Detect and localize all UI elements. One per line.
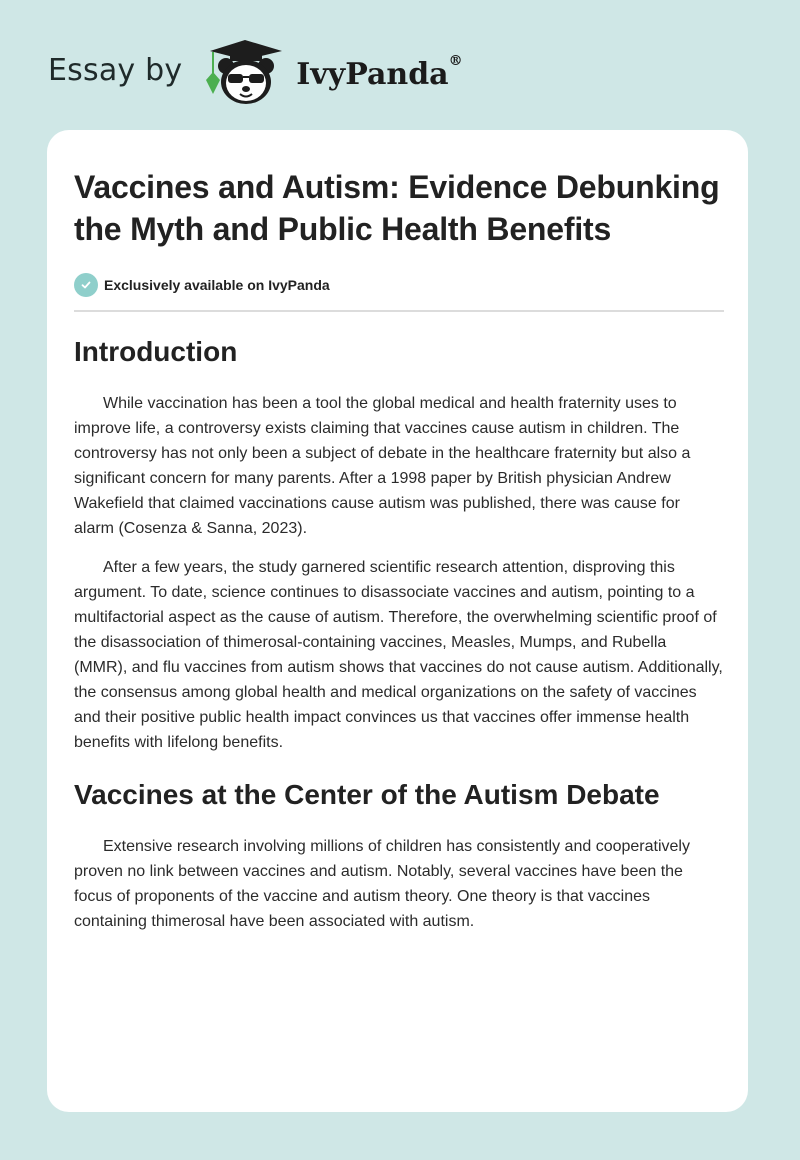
section-heading-vaccines-debate: Vaccines at the Center of the Autism Debate [74,779,660,810]
site-header-brand[interactable] [48,36,463,108]
essay-card [47,130,748,1112]
divider [74,310,724,312]
paragraph: While vaccination has been a tool the global medical and health fraternity uses to improve life, a controversy exists claiming that vaccines cause autism in children. The controversy has not only been a subject of debate in the healthcare fraternity but also a significant concern for many parents. After a 1998 paper by British physician Andrew Wakefield that claimed vaccinations cause autism was published, there was cause for alarm (Cosenza & Sanna, 2023). [74,395,691,537]
essay-content [74,166,724,934]
check-circle-icon [74,273,98,297]
essay-title: Vaccines and Autism: Evidence Debunking the Myth and Public Health Benefits [74,169,720,247]
panda-graduate-logo-icon [200,36,290,108]
paragraph: After a few years, the study garnered scientific research attention, disproving this argument. To date, science continues to disassociate vaccines and autism, pointing to a multifactorial aspect as the cause of autism. Therefore, the overwhelming scientific proof of the disassociation of thimerosal-containing vaccines, Measles, Mumps, and Rubella (MMR), and flu vaccines from autism shows that vaccines do not cause autism. Additionally, the consensus among global health and medical organizations on the safety of vaccines and their positive public health impact convinces us that vaccines offer immense health benefits with lifelong benefits. [74,559,723,751]
paragraph: Extensive research involving millions of children has consistently and cooperatively proven no link between vaccines and autism. Notably, several vaccines have been the focus of proponents of the vaccine and autism theory. One theory is that vaccines containing thimerosal have been associated with autism. [74,838,690,930]
brand-prefix: Essay by [48,52,183,88]
exclusive-badge [74,272,724,298]
section-heading-introduction: Introduction [74,336,238,367]
exclusive-label: Exclusively available on IvyPanda [104,277,330,293]
brand-name: IvyPanda® [296,52,463,92]
